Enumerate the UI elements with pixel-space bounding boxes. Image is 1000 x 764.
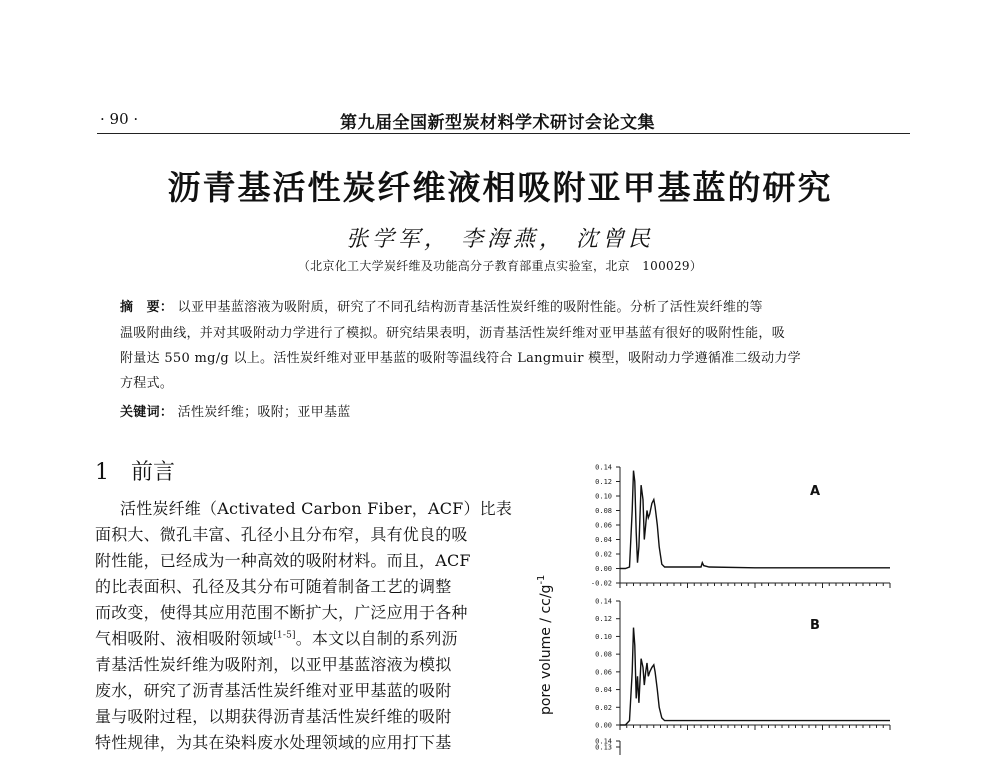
authors: 张学军， 李海燕， 沈曾民 (346, 227, 654, 252)
pore-size-figure (520, 455, 920, 760)
abstract-line-4: 方程式。 (120, 376, 174, 391)
panel-1-ytick-label-4: 0.06 (595, 668, 612, 677)
body-line-5: 而改变，使得其应用范围不断扩大，广泛应用于各种 (95, 603, 468, 622)
panel-1-label: B (810, 618, 820, 633)
y-axis-label: pore volume / $cc/g^{-1}$ (536, 574, 554, 715)
abstract-line-2: 温吸附曲线，并对其吸附动力学进行了模拟。研究结果表明，沥青基活性炭纤维对亚甲基蓝有很好的吸附性能，吸 (120, 326, 786, 341)
affiliation: （北京化工大学炭纤维及功能高分子教育部重点实验室，北京 100029） (297, 259, 703, 273)
panel-0-ytick-label-3: 0.08 (595, 507, 612, 515)
panel-1-ytick-label-1: 0.12 (595, 615, 612, 624)
panel-2-ytick-label-0: 0.14 (595, 737, 612, 746)
panel-0-ytick-label-2: 0.10 (595, 492, 612, 501)
header-rule (97, 133, 910, 134)
body-line-9: 量与吸附过程，以期获得沥青基活性炭纤维的吸附 (95, 707, 452, 726)
body-line-10: 特性规律，为其在染料废水处理领域的应用打下基 (95, 733, 452, 752)
panel-1-ytick-label-0: 0.14 (595, 597, 612, 606)
panel-1-ytick-label-7: 0.00 (595, 721, 612, 730)
panel-0-ytick-label-4: 0.06 (595, 521, 612, 530)
body-line-8: 废水，研究了沥青基活性炭纤维对亚甲基蓝的吸附 (95, 681, 452, 700)
panel-1-ytick-label-6: 0.02 (595, 703, 612, 712)
body-line-1: 活性炭纤维（Activated Carbon Fiber，ACF）比表 (120, 499, 513, 518)
body-line-6 (95, 626, 458, 649)
panel-0-label: A (810, 484, 821, 499)
body-line-4: 的比表面积、孔径及其分布可随着制备工艺的调整 (95, 577, 452, 596)
abstract-text-1: 以亚甲基蓝溶液为吸附质，研究了不同孔结构沥青基活性炭纤维的吸附性能。分析了活性炭纤维的等 (177, 300, 763, 315)
panel-1-ytick-label-2: 0.10 (595, 632, 612, 641)
section-heading: 1 前言 (95, 460, 175, 485)
panel-0-ytick-label-7: 0.00 (595, 565, 612, 573)
body-line-3: 附性能，已经成为一种高效的吸附材料。而且，ACF (95, 551, 471, 570)
panel-1-ytick-label-5: 0.04 (595, 686, 612, 695)
keywords-label: 关键词： (120, 405, 174, 420)
citation: [1-5] (273, 630, 296, 641)
body-line-7: 青基活性炭纤维为吸附剂，以亚甲基蓝溶液为模拟 (95, 655, 452, 674)
panel-0-ytick-label-5: 0.04 (595, 536, 612, 544)
body-line-6-tail: 。本文以自制的系列沥 (295, 629, 458, 648)
panel-0-ytick-label-1: 0.12 (595, 478, 612, 486)
journal-title: 第九届全国新型炭材料学术研讨会论文集 (340, 113, 655, 133)
body-line-6-text: 气相吸附、液相吸附领域 (95, 629, 274, 648)
panel-0-ytick-label-8: -0.02 (590, 579, 612, 588)
paper-title: 沥青基活性炭纤维液相吸附亚甲基蓝的研究 (167, 168, 833, 207)
body-line-2: 面积大、微孔丰富、孔径小且分布窄，具有优良的吸 (95, 525, 468, 544)
keywords (120, 401, 351, 420)
abstract-line-3: 附量达 550 mg/g 以上。活性炭纤维对亚甲基蓝的吸附等温线符合 Langmuir 模型，吸附动力学遵循准二级动力学 (120, 351, 801, 366)
y-axis-label-sup: -1 (536, 574, 547, 585)
panel-0-series-line (620, 471, 890, 569)
keywords-text: 活性炭纤维；吸附；亚甲基蓝 (177, 405, 351, 420)
panel-1-series-line (620, 628, 890, 725)
abstract-label: 摘 要： (120, 300, 174, 315)
page-number: · 90 · (100, 110, 139, 128)
panel-0-ytick-label-6: 0.02 (595, 550, 612, 559)
pore-distribution-chart (520, 455, 920, 760)
panel-0-ytick-label-0: 0.14 (595, 463, 612, 472)
panel-2-ytick-label-1: 0.13 (595, 743, 612, 752)
panel-1-ytick-label-3: 0.08 (595, 650, 612, 659)
abstract-line-1 (120, 296, 763, 315)
